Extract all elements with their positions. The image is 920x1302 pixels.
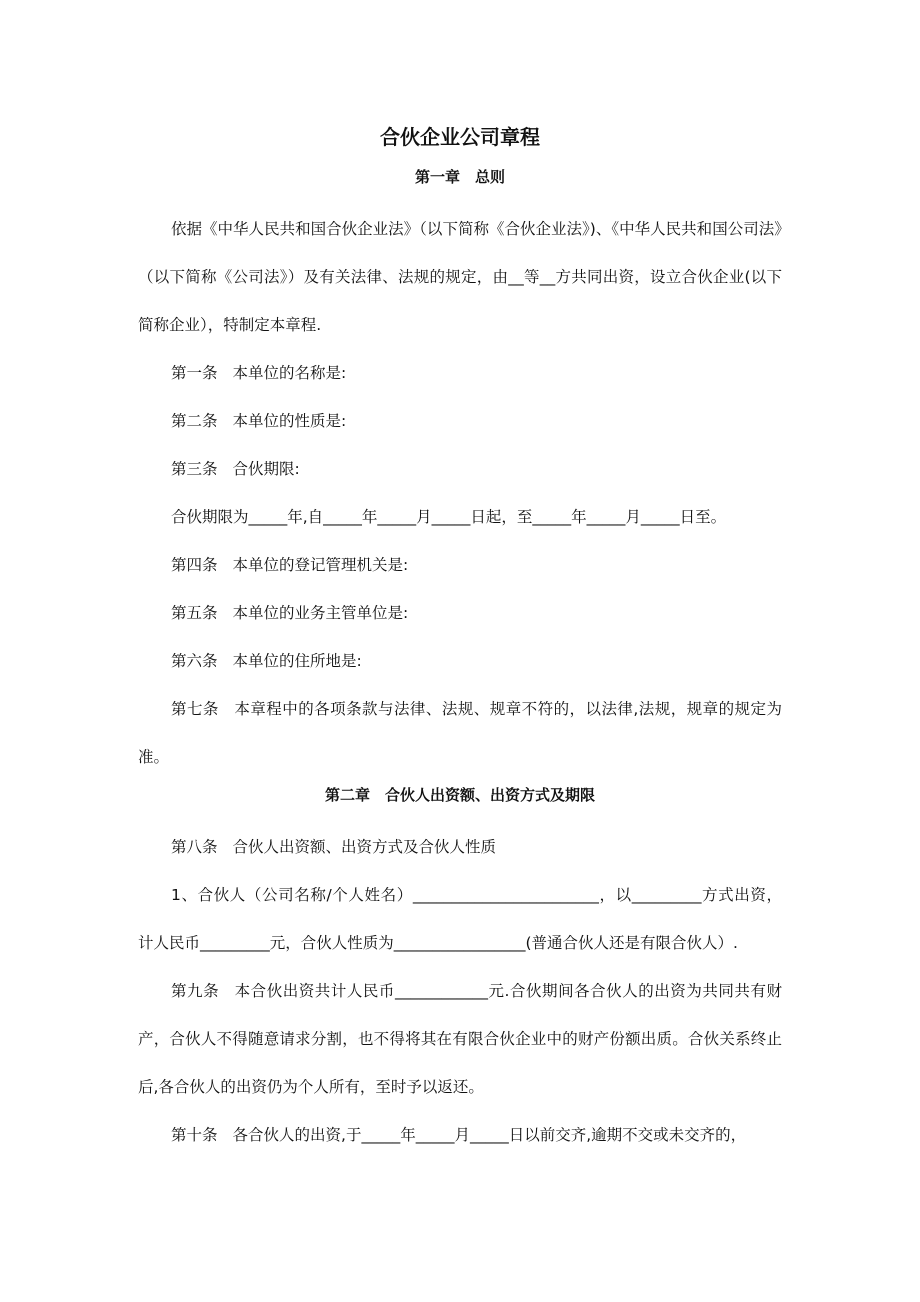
article-label: 第五条	[171, 604, 218, 622]
article-7	[138, 685, 782, 781]
article-label: 第二条	[171, 412, 218, 430]
article-2	[138, 397, 782, 445]
article-label: 第一条	[171, 364, 218, 382]
article-label: 第三条	[171, 460, 218, 478]
article-1	[138, 349, 782, 397]
article-label: 第九条	[171, 982, 220, 1000]
article-label: 第四条	[171, 556, 218, 574]
article-8	[138, 823, 782, 871]
article-6	[138, 637, 782, 685]
article-text: 本单位的性质是:	[232, 412, 347, 430]
article-text: 各合伙人的出资,于_____年_____月_____日以前交齐,逾期不交或未交齐的，	[232, 1126, 747, 1144]
chapter-1-heading: 第一章 总则	[414, 168, 505, 186]
term-line: 合伙期限为_____年,自_____年_____月_____日起，至_____年_____月_____日至。	[171, 508, 727, 526]
article-9	[138, 967, 782, 1111]
document-title: 合伙企业公司章程	[380, 125, 540, 149]
preamble-paragraph: 依据《中华人民共和国合伙企业法》（以下简称《合伙企业法》)、《中华人民共和国公司法》（以下简称《公司法》）及有关法律、法规的规定，由__等__方共同出资，设立合伙企业(以下简称企业），特制定本章程.	[138, 220, 782, 334]
partner-item-1: 1、合伙人（公司名称/个人姓名）________________________，以_________方式出资，计人民币_________元，合伙人性质为_________________(普通合伙人还是有限合伙人）.	[138, 886, 782, 952]
article-label: 第六条	[171, 652, 218, 670]
article-text: 本单位的业务主管单位是:	[232, 604, 409, 622]
article-text: 本单位的名称是:	[232, 364, 347, 382]
article-4	[138, 541, 782, 589]
document-body	[138, 121, 782, 1159]
article-text: 本单位的住所地是:	[232, 652, 362, 670]
article-5	[138, 589, 782, 637]
article-text: 合伙期限:	[232, 460, 300, 478]
article-label: 第七条	[171, 700, 219, 718]
article-3	[138, 445, 782, 493]
article-text: 本单位的登记管理机关是:	[232, 556, 409, 574]
article-label: 第十条	[171, 1126, 218, 1144]
article-10	[138, 1111, 782, 1159]
article-text: 合伙人出资额、出资方式及合伙人性质	[232, 838, 497, 856]
article-text: 本合伙出资共计人民币____________元.合伙期间各合伙人的出资为共同共有财产，合伙人不得随意请求分割，也不得将其在有限合伙企业中的财产份额出质。合伙关系终止后,各合伙人的出资仍为个人所有，至时予以返还。	[138, 982, 782, 1096]
article-text: 本章程中的各项条款与法律、法规、规章不符的，以法律,法规，规章的规定为准。	[138, 700, 782, 766]
chapter-2-heading: 第二章 合伙人出资额、出资方式及期限	[324, 786, 595, 804]
article-label: 第八条	[171, 838, 218, 856]
